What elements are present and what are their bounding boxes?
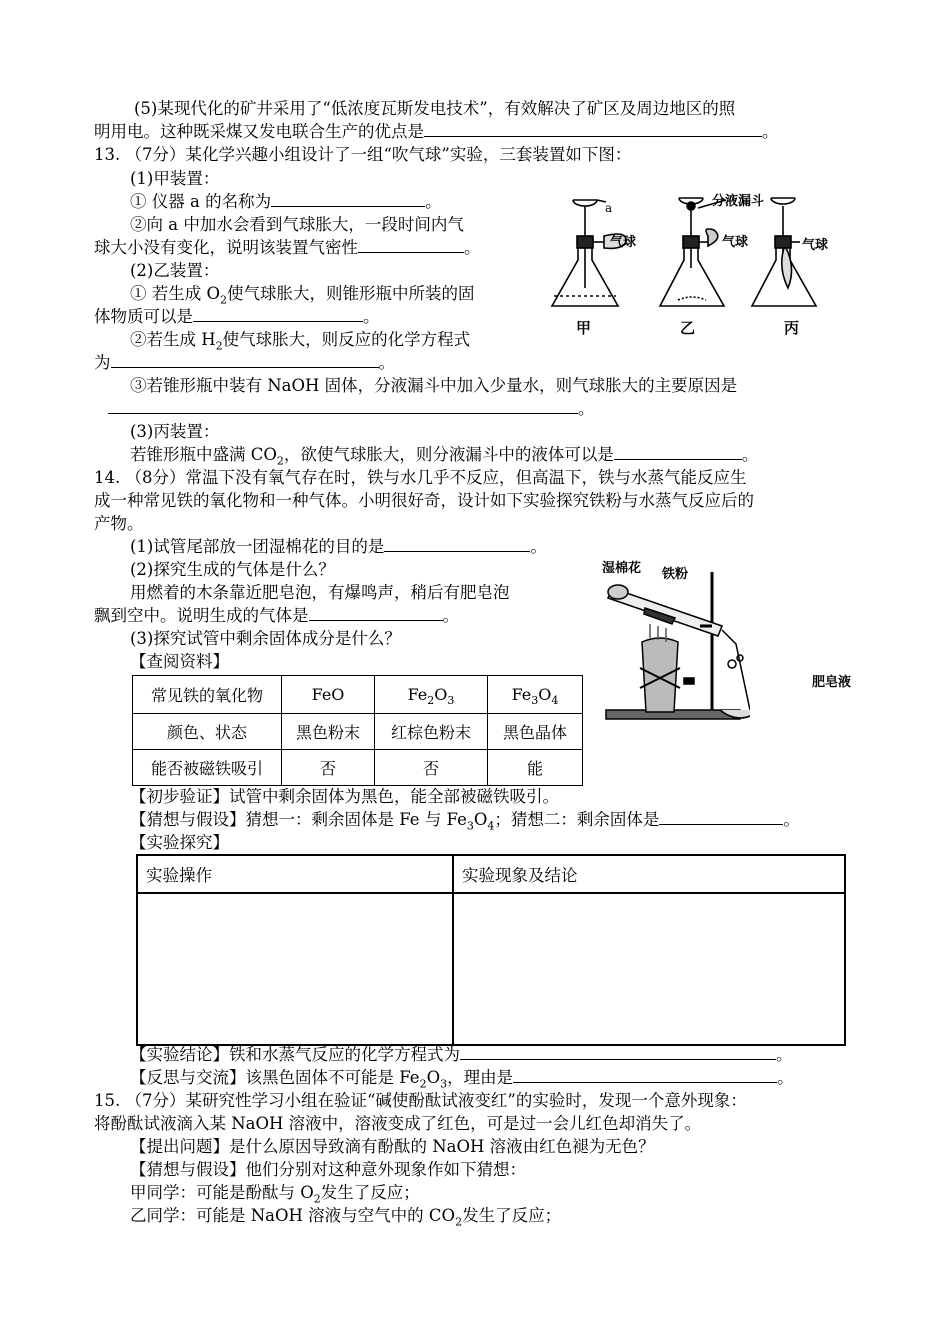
q13-jia-2b: 球大小没有变化，说明该装置气密性 。: [94, 238, 481, 257]
q13-bing-q: 若锥形瓶中盛满 $CO_2$，欲使气球胀大，则分液漏斗中的液体可以是 。: [130, 445, 759, 468]
q13-yi-3: ③若锥形瓶中装有 NaOH 固体，分液漏斗中加入少量水，则气球胀大的主要原因是: [130, 376, 738, 395]
table-row: [133, 750, 583, 786]
label-funnel: 分液漏斗: [712, 194, 765, 209]
bing-funnel: [771, 198, 795, 204]
table-cell: 黑色粉末: [282, 714, 375, 750]
q15-student-b: 乙同学：可能是 NaOH 溶液与空气中的 $CO_2$发生了反应；: [130, 1206, 562, 1229]
table-row: [133, 676, 583, 714]
table-cell: $Fe_3O_4$: [488, 676, 583, 714]
label-soap: 肥皂液: [812, 675, 852, 690]
answer-blank[interactable]: [309, 606, 443, 621]
jia-stopper: [577, 236, 593, 248]
label-a: a: [605, 201, 613, 215]
q14-s2a: 用燃着的木条靠近肥皂泡，有爆鸣声，稍后有肥皂泡: [130, 583, 510, 602]
q14-conclusion: 【实验结论】铁和水蒸气反应的化学方程式为 。: [130, 1045, 793, 1064]
balloon-apparatus-figure: [540, 188, 840, 338]
table-cell: 能: [488, 750, 583, 786]
table-cell: 黑色晶体: [488, 714, 583, 750]
table-cell: $Fe_2O_3$: [375, 676, 488, 714]
yi-flask: [660, 248, 724, 306]
label-balloon-jia: 气球: [610, 235, 637, 250]
q12-part5-line1: (5)某现代化的矿井采用了“低浓度瓦斯发电技术”，有效解决了矿区及周边地区的照: [134, 99, 736, 118]
q13-yi-1b: 体物质可以是 。: [94, 307, 380, 326]
q14-s3: (3)探究试管中剩余固体成分是什么？: [130, 629, 401, 648]
label-yi: 乙: [680, 319, 696, 337]
iron-oxide-table: [132, 675, 583, 786]
answer-blank[interactable]: [424, 122, 762, 137]
q14-stem-2: 成一种常见铁的氧化物和一种气体。小明很好奇，设计如下实验探究铁粉与水蒸气反应后的: [94, 491, 754, 510]
label-bing: 丙: [784, 319, 800, 337]
answer-blank[interactable]: [111, 353, 379, 368]
q13-yi-3-answer: 。: [108, 398, 595, 420]
label-balloon-bing: 气球: [802, 238, 829, 253]
q13-yi-1a: ① 若生成 $O_2$使气球胀大，则锥形瓶中所装的固: [130, 284, 475, 307]
table-header-cell: 能否被磁铁吸引: [133, 750, 282, 786]
label-iron-powder: 铁粉: [662, 567, 689, 582]
yi-stopper: [683, 236, 699, 248]
answer-blank[interactable]: [108, 399, 578, 414]
experiment-operation-header: 实验操作: [137, 855, 453, 893]
burner: [642, 638, 678, 712]
table-cell: 红棕色粉末: [375, 714, 488, 750]
label-wet-cotton: 湿棉花: [602, 561, 642, 576]
answer-blank[interactable]: [513, 1068, 777, 1083]
answer-blank[interactable]: [384, 537, 530, 552]
q13-yi-2b: 为 。: [94, 353, 395, 372]
yi-balloon: [706, 229, 718, 246]
q14-s2: (2)探究生成的气体是什么？: [130, 560, 335, 579]
table-cell: FeO: [282, 676, 375, 714]
q14-explore: 【实验探究】: [130, 833, 229, 852]
table-row: [137, 893, 845, 1045]
label-jia: 甲: [576, 319, 592, 337]
iron-steam-apparatus-figure: [600, 560, 750, 730]
experiment-operation-cell[interactable]: [137, 893, 453, 1045]
label-balloon-yi: 气球: [722, 235, 749, 250]
q15-question: 【提出问题】是什么原因导致滴有酚酞的 NaOH 溶液由红色褪为无色？: [130, 1137, 655, 1156]
answer-blank[interactable]: [614, 445, 742, 460]
q15-student-a: 甲同学：可能是酚酞与 $O_2$发生了反应；: [130, 1183, 420, 1206]
answer-blank[interactable]: [193, 307, 363, 322]
table-header-cell: 颜色、状态: [133, 714, 282, 750]
q14-s1: (1)试管尾部放一团湿棉花的目的是 。: [130, 537, 547, 556]
jia-funnel: [573, 200, 597, 206]
q14-reflect: 【反思与交流】该黑色固体不可能是 $Fe_2O_3$，理由是 。: [130, 1068, 794, 1091]
q13-yi-title: (2)乙装置：: [130, 261, 220, 280]
q14-s2b: 飘到空中。说明生成的气体是 。: [94, 606, 459, 625]
q13-jia-1: ① 仪器 a 的名称为 。: [130, 192, 442, 211]
q13-jia-2a: ②向 a 中加水会看到气球胀大，一段时间内气: [130, 215, 464, 234]
q14-guess: 【猜想与假设】猜想一：剩余固体是 Fe 与 $Fe_3O_4$；猜想二：剩余固体是 。: [130, 810, 800, 833]
answer-blank[interactable]: [659, 810, 783, 825]
soap-bubble: [728, 660, 736, 668]
experiment-table: [136, 854, 846, 1046]
table-row: [137, 855, 845, 893]
bing-stopper: [775, 236, 791, 248]
q14-stem-3: 产物。: [94, 514, 144, 533]
table-row: [133, 714, 583, 750]
table-cell: 否: [282, 750, 375, 786]
q13-jia-title: (1)甲装置：: [130, 169, 220, 188]
answer-blank[interactable]: [271, 192, 425, 207]
table-cell: 否: [375, 750, 488, 786]
answer-blank[interactable]: [460, 1045, 776, 1060]
delivery-tube: [722, 630, 750, 710]
q14-verify: 【初步验证】试管中剩余固体为黑色，能全部被磁铁吸引。: [130, 787, 559, 806]
wet-cotton: [608, 585, 628, 599]
table-header-cell: 常见铁的氧化物: [133, 676, 282, 714]
experiment-result-header: 实验现象及结论: [453, 855, 845, 893]
q13-yi-2a: ②若生成 $H_2$使气球胀大，则反应的化学方程式: [130, 330, 471, 353]
q15-stem-1: 15. （7分）某研究性学习小组在验证“碱使酚酞试液变红”的实验时，发现一个意外现象：: [94, 1091, 747, 1110]
q13-bing-title: (3)丙装置：: [130, 422, 220, 441]
q14-lookup: 【查阅资料】: [130, 652, 229, 671]
q12-part5-line2: 明用电。这种既采煤又发电联合生产的优点是 。: [94, 122, 779, 141]
answer-blank[interactable]: [358, 238, 464, 253]
q14-stem-1: 14. （8分）常温下没有氧气存在时，铁与水几乎不反应，但高温下，铁与水蒸气能反应生: [94, 468, 747, 487]
experiment-result-cell[interactable]: [453, 893, 845, 1045]
q13-stem: 13. （7分）某化学兴趣小组设计了一组“吹气球”实验，三套装置如下图：: [94, 145, 632, 164]
q15-stem-2: 将酚酞试液滴入某 NaOH 溶液中，溶液变成了红色，可是过一会儿红色却消失了。: [94, 1114, 702, 1133]
q15-hypothesis: 【猜想与假设】他们分别对这种意外现象作如下猜想：: [130, 1160, 526, 1179]
